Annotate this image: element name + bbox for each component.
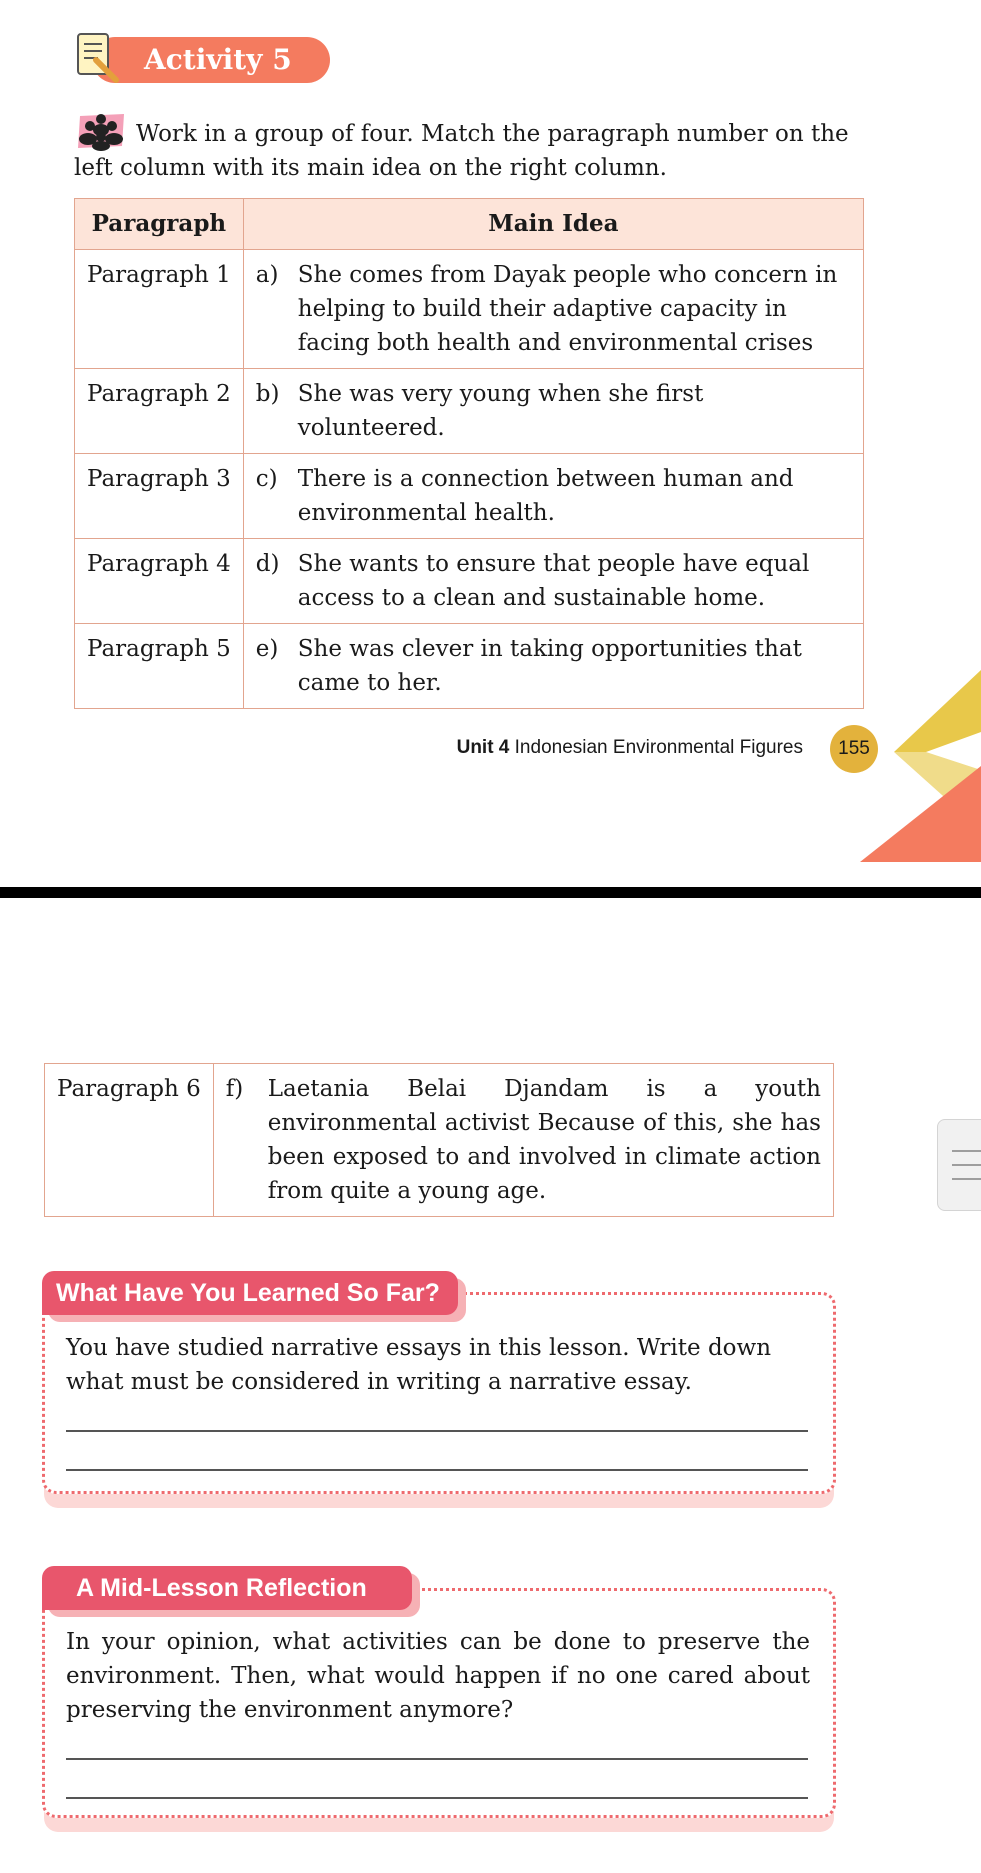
learned-prompt: You have studied narrative essays in this lesson. Write down what must be considered in writing a narrative essay. (66, 1335, 772, 1395)
learned-label: What Have You Learned So Far? (42, 1271, 458, 1315)
paragraph-cell: Paragraph 6 (45, 1064, 214, 1217)
corner-decoration (860, 670, 981, 862)
header-paragraph: Paragraph (75, 199, 244, 250)
idea-cell (243, 454, 863, 539)
answer-line[interactable] (66, 1797, 808, 1799)
page-footer (457, 737, 803, 759)
idea-letter: a) (255, 262, 279, 288)
footer-unit: Unit 4 (456, 737, 510, 758)
idea-text: She comes from Dayak people who concern in helping to build their adaptive capacity in facing both health and environmental crises (297, 262, 838, 356)
activity-instruction: Work in a group of four. Match the paragraph number on the left column with its main idea on the right column. (74, 121, 849, 181)
idea-text: She was clever in taking opportunities that came to her. (297, 636, 802, 696)
side-menu-handle[interactable] (937, 1119, 981, 1211)
notebook-pencil-icon (74, 30, 124, 84)
table-row (75, 539, 864, 624)
header-main-idea: Main Idea (243, 199, 863, 250)
idea-letter: c) (255, 466, 278, 492)
paragraph-cell: Paragraph 1 (75, 250, 244, 369)
paragraph-cell: Paragraph 3 (75, 454, 244, 539)
idea-letter: d) (255, 551, 280, 577)
idea-cell (243, 624, 863, 709)
idea-cell (243, 369, 863, 454)
activity-title: Activity 5 (92, 37, 330, 83)
idea-text: She was very young when she first volunteered. (297, 381, 704, 441)
paragraph-cell: Paragraph 4 (75, 539, 244, 624)
matching-table-continued (44, 1063, 834, 1217)
idea-text: There is a connection between human and environmental health. (297, 466, 794, 526)
idea-text: Laetania Belai Djandam is a youth environmental activist Because of this, she has been exposed to and involved in climate action from quite a young age. (267, 1076, 821, 1204)
table-row (75, 624, 864, 709)
idea-cell (243, 539, 863, 624)
page-number-badge: 155 (830, 725, 878, 773)
answer-line[interactable] (66, 1758, 808, 1760)
idea-letter: b) (255, 381, 280, 407)
answer-line[interactable] (66, 1469, 808, 1471)
reflection-label: A Mid-Lesson Reflection (42, 1566, 412, 1610)
paragraph-cell: Paragraph 5 (75, 624, 244, 709)
idea-letter: e) (255, 636, 279, 662)
table-row (75, 454, 864, 539)
matching-table (74, 198, 864, 709)
table-row (45, 1064, 834, 1217)
idea-text: She wants to ensure that people have equal access to a clean and sustainable home. (297, 551, 810, 611)
idea-letter: f) (225, 1076, 244, 1102)
table-header-row (75, 199, 864, 250)
table-row (75, 250, 864, 369)
page-divider (0, 887, 981, 898)
table-row (75, 369, 864, 454)
idea-cell (243, 250, 863, 369)
footer-unit-title: Indonesian Environmental Figures (514, 737, 803, 758)
idea-cell (213, 1064, 833, 1217)
reflection-prompt: In your opinion, what activities can be done to preserve the environment. Then, what would happen if no one cared about preserving the environment anymore? (66, 1629, 810, 1723)
answer-line[interactable] (66, 1430, 808, 1432)
paragraph-cell: Paragraph 2 (75, 369, 244, 454)
